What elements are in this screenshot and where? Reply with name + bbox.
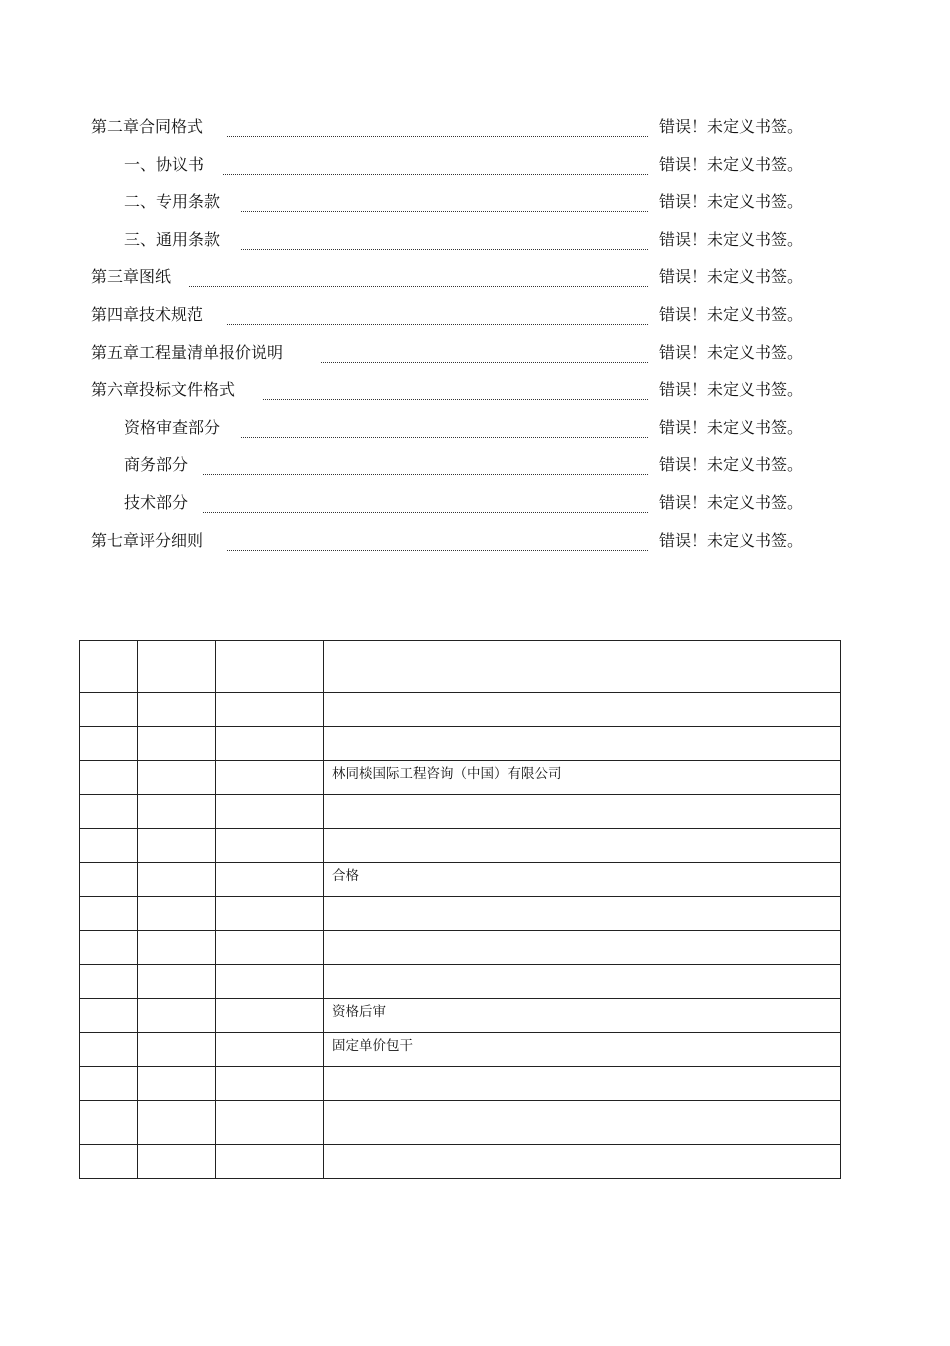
toc-leader-dots [203,488,648,513]
table-cell [216,965,324,999]
table-row [80,761,841,795]
table-row [80,1033,841,1067]
table-cell [80,1145,138,1179]
table-cell [216,727,324,761]
table-cell [216,1145,324,1179]
table-row [80,727,841,761]
toc-leader-dots [203,450,648,475]
toc-entry[interactable] [91,262,803,300]
toc-entry-label: 第三章图纸 [91,262,171,292]
table-cell [138,965,216,999]
toc-entry[interactable] [91,187,803,225]
table-cell [138,931,216,965]
toc-leader-dots [241,225,648,250]
toc-page-ref: 错误！未定义书签。 [658,530,803,550]
table-cell [324,965,841,999]
table-cell [80,863,138,897]
table-cell [80,965,138,999]
table-row [80,897,841,931]
toc-entry[interactable] [91,338,803,376]
table-cell [138,1101,216,1145]
table-cell [324,641,841,693]
toc-entry[interactable] [91,488,803,526]
table-cell [138,761,216,795]
toc-entry[interactable] [91,225,803,263]
table-cell [80,897,138,931]
toc-entry[interactable] [91,112,803,150]
table-cell [138,693,216,727]
toc-page-ref: 错误！未定义书签。 [658,492,803,512]
table-cell [80,931,138,965]
table-cell [138,1067,216,1101]
table-row [80,795,841,829]
table-cell [80,829,138,863]
table-row [80,1067,841,1101]
table-of-contents [91,112,803,563]
toc-entry-label: 资格审查部分 [124,413,220,443]
toc-entry-label: 一、协议书 [124,150,204,180]
table-cell [216,761,324,795]
table-cell [216,931,324,965]
table-cell [138,999,216,1033]
toc-page-ref: 错误！未定义书签。 [658,455,803,475]
table-cell [324,693,841,727]
table-cell [80,1101,138,1145]
table-row [80,829,841,863]
table-cell [80,693,138,727]
toc-leader-dots [227,526,648,551]
toc-entry-label: 商务部分 [124,450,188,480]
table-cell [324,795,841,829]
toc-entry[interactable] [91,375,803,413]
table-row [80,965,841,999]
table-cell [138,897,216,931]
toc-page-ref: 错误！未定义书签。 [658,117,803,136]
toc-page-ref: 错误！未定义书签。 [658,304,803,324]
toc-entry-label: 第四章技术规范 [91,300,203,330]
toc-page-ref: 错误！未定义书签。 [658,267,803,287]
table-row [80,863,841,897]
table-cell [216,897,324,931]
toc-entry[interactable] [91,300,803,338]
toc-entry[interactable] [91,450,803,488]
table-cell [80,761,138,795]
toc-entry-label: 三、通用条款 [124,225,220,255]
table-row [80,641,841,693]
toc-entry-label: 技术部分 [124,488,188,518]
table-cell [216,999,324,1033]
toc-page-ref: 错误！未定义书签。 [658,380,803,400]
toc-page-ref: 错误！未定义书签。 [658,342,803,362]
toc-entry[interactable] [91,150,803,188]
table-cell [324,1067,841,1101]
table-cell [216,829,324,863]
table-cell [80,1033,138,1067]
table-cell [216,641,324,693]
table-row [80,693,841,727]
table-cell [138,1145,216,1179]
table-cell [324,829,841,863]
table-cell [138,863,216,897]
table-cell [216,795,324,829]
table-cell [138,727,216,761]
table-cell [138,1033,216,1067]
toc-entry[interactable] [91,413,803,451]
project-info-table [79,640,841,1179]
toc-page-ref: 错误！未定义书签。 [658,154,803,174]
toc-entry[interactable] [91,526,803,564]
table-cell [80,795,138,829]
toc-page-ref: 错误！未定义书签。 [658,417,803,437]
table-cell [138,829,216,863]
table-row [80,931,841,965]
toc-entry-label: 第二章合同格式 [91,112,203,142]
toc-leader-dots [263,375,648,400]
table-row [80,1145,841,1179]
toc-page-ref: 错误！未定义书签。 [658,192,803,212]
toc-entry-label: 二、专用条款 [124,187,220,217]
table-row [80,999,841,1033]
table-cell [80,1067,138,1101]
toc-entry-label: 第五章工程量清单报价说明 [91,338,283,368]
table-row [80,1101,841,1145]
table-cell [80,641,138,693]
table-cell: 合格 [324,863,841,897]
table-cell [324,727,841,761]
toc-leader-dots [227,300,648,325]
table-cell: 资格后审 [324,999,841,1033]
toc-leader-dots [321,338,648,363]
table-cell [138,795,216,829]
toc-page-ref: 错误！未定义书签。 [658,229,803,249]
table-cell: 林同棪国际工程咨询（中国）有限公司 [324,761,841,795]
table-cell [216,1033,324,1067]
toc-leader-dots [189,262,648,287]
table-cell [216,1067,324,1101]
table-cell [324,1145,841,1179]
table-cell [216,693,324,727]
toc-leader-dots [223,150,648,175]
table-cell [216,1101,324,1145]
toc-entry-label: 第七章评分细则 [91,526,203,556]
table-cell [324,931,841,965]
table-cell: 固定单价包干 [324,1033,841,1067]
toc-leader-dots [227,112,648,137]
toc-leader-dots [241,413,648,438]
table-cell [80,727,138,761]
table-cell [324,1101,841,1145]
table-cell [80,999,138,1033]
table-cell [138,641,216,693]
toc-leader-dots [241,187,648,212]
table-cell [324,897,841,931]
table-cell [216,863,324,897]
toc-entry-label: 第六章投标文件格式 [91,375,235,405]
